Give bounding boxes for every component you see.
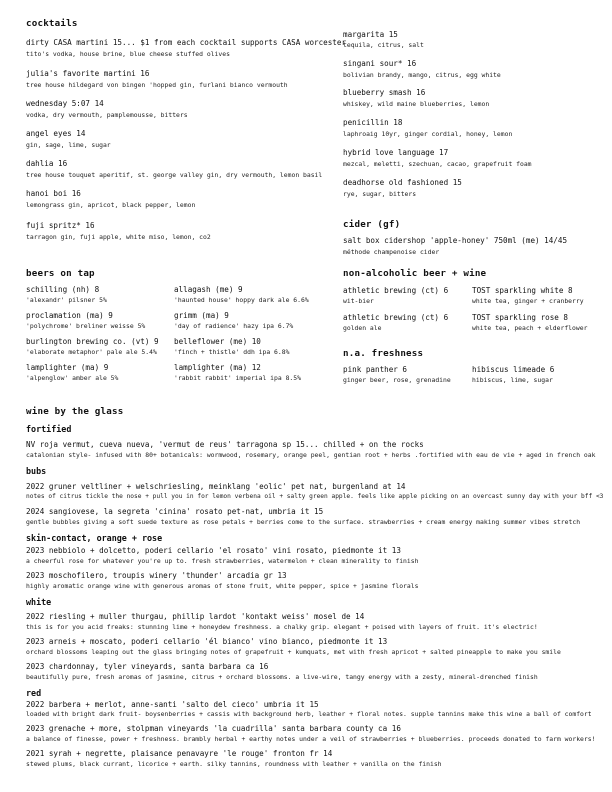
cocktail-desc: gin, sage, lime, sugar [26,141,111,149]
cocktail-title: deadhorse old fashioned 15 [343,178,462,187]
cocktail-desc: whiskey, wild maine blueberries, lemon [343,100,490,108]
fortified-heading: fortified [26,424,72,434]
wine-desc: beautifully pure, fresh aromas of jasmine, citrus + orchard blossoms. a live-wire, tangy energy with a zesty, mineral-drenched finish [26,673,538,681]
wine-desc: notes of citrus tickle the nose + pull you in for lemon verbena oil + salty green apple. feels like apple picking on an overcast sunny day with your bff <3 [26,493,604,500]
cocktail-title: singani sour* 16 [343,59,417,68]
nonalc-title: TOST sparkling white 8 [472,286,573,295]
cocktail-desc: tree house touquet aperitif, st. george valley gin, dry vermouth, lemon basil [26,171,323,179]
na-freshness-heading: n.a. freshness [343,348,424,359]
beer-title: proclamation (ma) 9 [26,311,113,320]
wine-title: 2024 sangiovese, la segreta 'cinina' rosato pet-nat, umbria it 15 [26,507,324,516]
wine-title: 2022 riesling + muller thurgau, phillip lardot 'kontakt weiss' mosel de 14 [26,612,365,621]
cocktail-title: julia's favorite martini 16 [26,69,150,78]
wine-desc: stewed plums, black currant, licorice + earth. silky tannins, roundness with leather + vanilla on the finish [26,760,442,768]
na-desc: ginger beer, rose, grenadine [343,376,451,384]
beer-title: belleflower (me) 10 [174,337,261,346]
cider-title: salt box cidershop 'apple-honey' 750ml (me) 14/45 [343,236,568,245]
cocktails-heading: cocktails [26,18,78,29]
wine-desc: catalonian style- infused with 80+ botanicals: wormwood, rosemary, orange peel, gentian root + herbs .fortified with eau de vie + aged in french oak [26,451,596,459]
beer-desc: 'polychrome' breliner weisse 5% [26,322,146,330]
wine-title: NV roja vermut, cueva nueva, 'vermut de reus' tarragona sp 15... chilled + on the rocks [26,440,424,449]
na-title: hibiscus limeade 6 [472,365,555,374]
cocktail-desc: tequila, citrus, salt [343,41,424,49]
cocktail-desc: tree house hildegard von bingen 'hopped gin, furlani bianco vermouth [26,81,288,89]
beer-desc: 'elaborate metaphor' pale ale 5.4% [26,348,157,356]
wine-desc: highly aromatic orange wine with generous aromas of stone fruit, white pepper, spice + jasmine florals [26,582,419,590]
beer-title: grimm (ma) 9 [174,311,229,320]
cocktail-title: wednesday 5:07 14 [26,99,104,108]
cocktail-title: margarita 15 [343,30,398,39]
beer-title: schilling (nh) 8 [26,285,100,294]
cocktail-desc: mezcal, meletti, szechuan, cacao, grapefruit foam [343,160,532,168]
beer-desc: 'rabbit rabbit' imperial ipa 8.5% [174,374,301,382]
wine-title: 2023 chardonnay, tyler vineyards, santa barbara ca 16 [26,662,269,671]
wine-desc: orchard blossoms leaping out the glass bringing notes of grapefruit + kumquats, met with fresh apricot + salted pineapple to make you smile [26,648,561,656]
cocktail-desc: vodka, dry vermouth, pamplemousse, bitters [26,111,188,119]
wine-title: 2021 syrah + negrette, plaisance penavayre 'le rouge' fronton fr 14 [26,749,333,758]
cocktail-title: dirty CASA martini 15... $1 from each cocktail supports CASA worcester [26,38,347,47]
cocktail-desc: bolivian brandy, mango, citrus, egg white [343,71,501,79]
nonalc-title: TOST sparkling rose 8 [472,313,569,322]
cocktail-desc: rye, sugar, bitters [343,190,417,198]
wine-desc: a balance of finesse, power + freshness. brambly herbal + earthy notes under a veil of strawberries + blueberries. proceeds donated to farm workers! [26,735,596,743]
cider-desc: méthode champenoise cider [343,248,440,256]
nonalc-heading: non-alcoholic beer + wine [343,268,487,279]
nonalc-desc: white tea, ginger + cranberry [472,297,584,305]
cider-heading: cider (gf) [343,219,401,230]
cocktail-title: blueberry smash 16 [343,88,426,97]
bubs-heading: bubs [26,466,47,476]
white-heading: white [26,597,52,607]
cocktail-title: hybrid love language 17 [343,148,449,157]
na-title: pink panther 6 [343,365,408,374]
cocktail-desc: tarragon gin, fuji apple, white miso, lemon, co2 [26,233,211,241]
nonalc-desc: golden ale [343,324,382,332]
cocktail-title: fuji spritz* 16 [26,221,95,230]
na-desc: hibiscus, lime, sugar [472,376,553,384]
red-heading: red [26,688,42,698]
wine-desc: gentle bubbles giving a soft suede texture as rose petals + berries come to the surface. strawberries + cream energy making summer vibes stretch [26,518,581,526]
wine-desc: this is for you acid freaks: stunning lime + honeydew freshness. a chalky grip. elegant + poised with layers of fruit. it's electric! [26,623,538,631]
wine-title: 2023 arneis + moscato, poderi cellario 'él bianco' vino bianco, piedmonte it 13 [26,637,388,646]
wine-title: 2023 grenache + more, stolpman vineyards 'la cuadrilla' santa barbara county ca 16 [26,724,401,733]
wine-title: 2022 barbera + merlot, anne-santi 'salto del cieco' umbria it 15 [26,700,319,709]
nonalc-desc: white tea, peach + elderflower [472,324,588,332]
nonalc-title: athletic brewing (ct) 6 [343,286,449,295]
cocktail-title: penicillin 18 [343,118,403,127]
cocktail-desc: tito's vodka, house brine, blue cheese stuffed olives [26,50,230,58]
wine-title: 2023 moschofilero, troupis winery 'thunder' arcadia gr 13 [26,571,287,580]
beer-title: burlington brewing co. (vt) 9 [26,337,159,346]
wine-desc: a cheerful rose for whatever you're up to. fresh strawberries, watermelon + clean minerality to finish [26,557,419,565]
beer-desc: 'haunted house' hoppy dark ale 6.6% [174,296,309,304]
beers-heading: beers on tap [26,268,95,279]
beer-desc: 'finch + thistle' ddh ipa 6.8% [174,348,290,356]
beer-title: allagash (me) 9 [174,285,243,294]
beer-title: lamplighter (ma) 12 [174,363,261,372]
cocktail-desc: laphroaig 10yr, ginger cordial, honey, lemon [343,130,513,138]
wine-title: 2023 nebbiolo + dolcetto, poderi cellario 'el rosato' vini rosato, piedmonte it 13 [26,546,401,555]
cocktail-title: angel eyes 14 [26,129,86,138]
beer-desc: 'day of radience' hazy ipa 6.7% [174,322,294,330]
cocktail-title: hanoi boi 16 [26,189,81,198]
beer-title: lamplighter (ma) 9 [26,363,109,372]
beer-desc: 'alexandr' pilsner 5% [26,296,107,304]
cocktail-title: dahlia 16 [26,159,68,168]
beer-desc: 'alpenglow' amber ale 5% [26,374,119,382]
wine-heading: wine by the glass [26,406,124,417]
nonalc-desc: wit-bier [343,297,374,305]
cocktail-desc: lemongrass gin, apricot, black pepper, lemon [26,201,196,209]
wine-title: 2022 gruner veltliner + welschriesling, meinklang 'eolic' pet nat, burgenland at 14 [26,482,406,491]
nonalc-title: athletic brewing (ct) 6 [343,313,449,322]
skin-contact-heading: skin-contact, orange + rose [26,533,163,543]
wine-desc: loaded with bright dark fruit- boysenberries + cassis with background herb, leather + floral notes. supple tannins make this wine a ball of comfort [26,710,592,718]
